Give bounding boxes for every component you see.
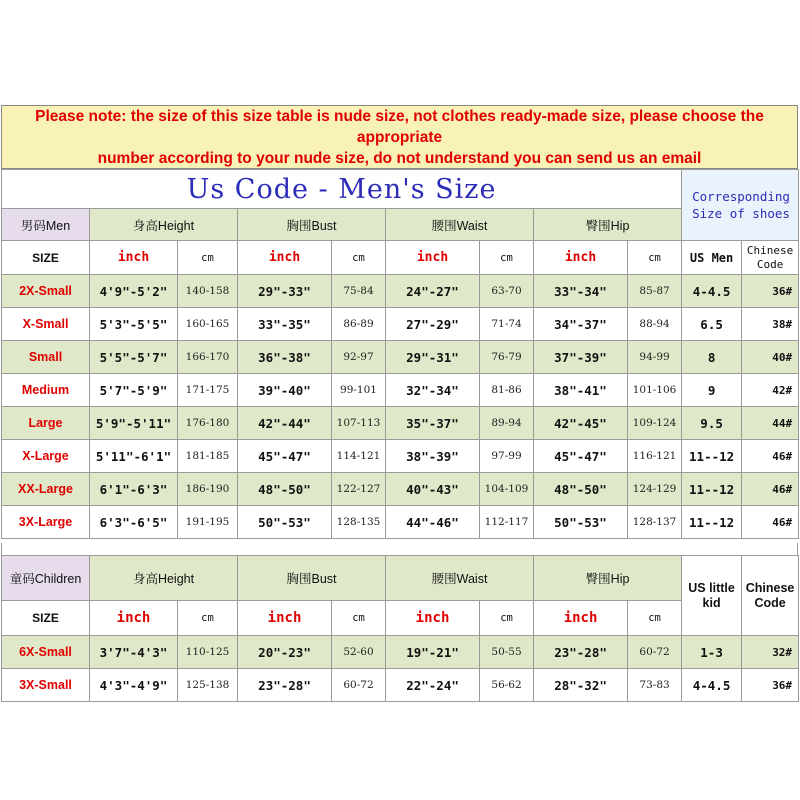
us-size-cell: 1-3 xyxy=(682,636,742,669)
chinese-code-cell: 42# xyxy=(742,374,799,407)
table-row xyxy=(2,308,799,341)
size-cell: Large xyxy=(2,407,90,440)
bust-cm-cell: 128-135 xyxy=(332,506,386,539)
height-header: 身高Height xyxy=(90,209,238,241)
kids-hip-cm-header: cm xyxy=(628,601,682,636)
height-cm-cell: 191-195 xyxy=(178,506,238,539)
bust-cm-header: cm xyxy=(332,241,386,275)
kids-waist-header: 腰围Waist xyxy=(386,556,534,601)
bust-inch-cell: 29"-33" xyxy=(238,275,332,308)
shoe-size-header xyxy=(682,170,799,241)
kids-chinese-code-label-1: Chinese xyxy=(745,580,795,595)
table-row xyxy=(2,636,799,669)
bust-inch-cell: 50"-53" xyxy=(238,506,332,539)
hip-inch-cell: 28"-32" xyxy=(534,669,628,702)
waist-cm-cell: 104-109 xyxy=(480,473,534,506)
hip-cm-cell: 85-87 xyxy=(628,275,682,308)
kids-bust-header: 胸围Bust xyxy=(238,556,386,601)
size-cell: Medium xyxy=(2,374,90,407)
hip-inch-cell: 48"-50" xyxy=(534,473,628,506)
waist-inch-cell: 32"-34" xyxy=(386,374,480,407)
chinese-code-label-1: Chinese xyxy=(746,243,794,257)
waist-cm-cell: 81-86 xyxy=(480,374,534,407)
notice-line-1: Please note: the size of this size table is nude size, not clothes ready-made size, please choose the appropriate xyxy=(35,107,764,146)
waist-header: 腰围Waist xyxy=(386,209,534,241)
hip-cm-cell: 94-99 xyxy=(628,341,682,374)
kids-chinese-code-label-2: Code xyxy=(754,595,786,610)
waist-cm-header: cm xyxy=(480,241,534,275)
bust-cm-cell: 114-121 xyxy=(332,440,386,473)
bust-inch-header: inch xyxy=(238,241,332,275)
kids-waist-cm-header: cm xyxy=(480,601,534,636)
waist-inch-cell: 35"-37" xyxy=(386,407,480,440)
size-cell: 3X-Small xyxy=(2,669,90,702)
bust-cm-cell: 86-89 xyxy=(332,308,386,341)
section-divider xyxy=(1,543,798,555)
chinese-code-cell: 36# xyxy=(742,275,799,308)
height-cm-cell: 166-170 xyxy=(178,341,238,374)
bust-cm-cell: 107-113 xyxy=(332,407,386,440)
waist-inch-cell: 22"-24" xyxy=(386,669,480,702)
us-size-cell: 8 xyxy=(682,341,742,374)
table-row xyxy=(2,440,799,473)
us-size-cell: 9.5 xyxy=(682,407,742,440)
hip-header: 臀围Hip xyxy=(534,209,682,241)
chinese-code-cell: 46# xyxy=(742,506,799,539)
waist-inch-cell: 19"-21" xyxy=(386,636,480,669)
us-men-header: US Men xyxy=(682,241,742,275)
height-inch-cell: 5'11"-6'1" xyxy=(90,440,178,473)
chinese-code-cell: 32# xyxy=(742,636,799,669)
kids-height-cm-header: cm xyxy=(178,601,238,636)
bust-inch-cell: 45"-47" xyxy=(238,440,332,473)
height-inch-cell: 4'9"-5'2" xyxy=(90,275,178,308)
hip-cm-cell: 60-72 xyxy=(628,636,682,669)
height-inch-cell: 5'7"-5'9" xyxy=(90,374,178,407)
height-cm-cell: 160-165 xyxy=(178,308,238,341)
us-little-kid-label-2: kid xyxy=(702,595,721,610)
hip-inch-cell: 50"-53" xyxy=(534,506,628,539)
waist-cm-cell: 76-79 xyxy=(480,341,534,374)
bust-inch-cell: 20"-23" xyxy=(238,636,332,669)
size-cell: XX-Large xyxy=(2,473,90,506)
shoe-size-label-1: Corresponding xyxy=(692,189,790,204)
chinese-code-cell: 36# xyxy=(742,669,799,702)
kids-bust-cm-header: cm xyxy=(332,601,386,636)
kids-waist-inch-header: inch xyxy=(386,601,480,636)
hip-inch-cell: 34"-37" xyxy=(534,308,628,341)
waist-inch-cell: 27"-29" xyxy=(386,308,480,341)
bust-inch-cell: 39"-40" xyxy=(238,374,332,407)
bust-header: 胸围Bust xyxy=(238,209,386,241)
height-cm-cell: 181-185 xyxy=(178,440,238,473)
bust-inch-cell: 36"-38" xyxy=(238,341,332,374)
us-size-cell: 9 xyxy=(682,374,742,407)
hip-cm-cell: 88-94 xyxy=(628,308,682,341)
height-cm-cell: 110-125 xyxy=(178,636,238,669)
size-cell: X-Large xyxy=(2,440,90,473)
kids-height-inch-header: inch xyxy=(90,601,178,636)
height-cm-cell: 171-175 xyxy=(178,374,238,407)
us-size-cell: 4-4.5 xyxy=(682,275,742,308)
bust-cm-cell: 122-127 xyxy=(332,473,386,506)
hip-cm-cell: 109-124 xyxy=(628,407,682,440)
waist-inch-header: inch xyxy=(386,241,480,275)
height-cm-cell: 186-190 xyxy=(178,473,238,506)
chinese-code-cell: 46# xyxy=(742,473,799,506)
us-size-cell: 11--12 xyxy=(682,506,742,539)
kids-height-header: 身高Height xyxy=(90,556,238,601)
children-group-header: 童码Children xyxy=(2,556,90,601)
bust-cm-cell: 60-72 xyxy=(332,669,386,702)
waist-inch-cell: 29"-31" xyxy=(386,341,480,374)
men-group-header: 男码Men xyxy=(2,209,90,241)
hip-inch-header: inch xyxy=(534,241,628,275)
waist-cm-cell: 50-55 xyxy=(480,636,534,669)
hip-cm-cell: 116-121 xyxy=(628,440,682,473)
height-cm-header: cm xyxy=(178,241,238,275)
notice-banner xyxy=(1,105,798,169)
waist-inch-cell: 44"-46" xyxy=(386,506,480,539)
height-inch-cell: 5'9"-5'11" xyxy=(90,407,178,440)
height-inch-cell: 5'5"-5'7" xyxy=(90,341,178,374)
size-cell: 2X-Small xyxy=(2,275,90,308)
hip-inch-cell: 45"-47" xyxy=(534,440,628,473)
waist-inch-cell: 40"-43" xyxy=(386,473,480,506)
us-size-cell: 4-4.5 xyxy=(682,669,742,702)
hip-inch-cell: 38"-41" xyxy=(534,374,628,407)
size-cell: X-Small xyxy=(2,308,90,341)
bust-inch-cell: 42"-44" xyxy=(238,407,332,440)
hip-cm-cell: 73-83 xyxy=(628,669,682,702)
height-cm-cell: 140-158 xyxy=(178,275,238,308)
height-cm-cell: 125-138 xyxy=(178,669,238,702)
waist-cm-cell: 97-99 xyxy=(480,440,534,473)
size-cell: 3X-Large xyxy=(2,506,90,539)
waist-inch-cell: 38"-39" xyxy=(386,440,480,473)
height-inch-cell: 3'7"-4'3" xyxy=(90,636,178,669)
waist-cm-cell: 56-62 xyxy=(480,669,534,702)
height-cm-cell: 176-180 xyxy=(178,407,238,440)
waist-inch-cell: 24"-27" xyxy=(386,275,480,308)
kids-hip-inch-header: inch xyxy=(534,601,628,636)
height-inch-cell: 6'3"-6'5" xyxy=(90,506,178,539)
kids-hip-header: 臀围Hip xyxy=(534,556,682,601)
table-row xyxy=(2,374,799,407)
height-inch-cell: 4'3"-4'9" xyxy=(90,669,178,702)
bust-cm-cell: 92-97 xyxy=(332,341,386,374)
kids-chinese-code-header xyxy=(742,556,799,636)
shoe-size-label-2: Size of shoes xyxy=(692,206,790,221)
chinese-code-label-2: Code xyxy=(756,257,784,271)
height-inch-cell: 6'1"-6'3" xyxy=(90,473,178,506)
hip-inch-cell: 42"-45" xyxy=(534,407,628,440)
size-col-header: SIZE xyxy=(2,241,90,275)
height-inch-header: inch xyxy=(90,241,178,275)
kids-bust-inch-header: inch xyxy=(238,601,332,636)
hip-cm-header: cm xyxy=(628,241,682,275)
hip-inch-cell: 33"-34" xyxy=(534,275,628,308)
us-little-kid-header xyxy=(682,556,742,636)
table-row xyxy=(2,275,799,308)
height-inch-cell: 5'3"-5'5" xyxy=(90,308,178,341)
us-little-kid-label-1: US little xyxy=(688,580,735,595)
men-size-table xyxy=(1,169,799,539)
hip-inch-cell: 37"-39" xyxy=(534,341,628,374)
bust-cm-cell: 75-84 xyxy=(332,275,386,308)
bust-inch-cell: 33"-35" xyxy=(238,308,332,341)
us-size-cell: 6.5 xyxy=(682,308,742,341)
size-cell: Small xyxy=(2,341,90,374)
table-row xyxy=(2,506,799,539)
hip-cm-cell: 128-137 xyxy=(628,506,682,539)
us-size-cell: 11--12 xyxy=(682,473,742,506)
bust-cm-cell: 99-101 xyxy=(332,374,386,407)
bust-inch-cell: 48"-50" xyxy=(238,473,332,506)
waist-cm-cell: 112-117 xyxy=(480,506,534,539)
table-row xyxy=(2,341,799,374)
chinese-code-cell: 44# xyxy=(742,407,799,440)
children-size-table xyxy=(1,555,799,702)
men-rows xyxy=(2,275,799,539)
hip-cm-cell: 101-106 xyxy=(628,374,682,407)
us-size-cell: 11--12 xyxy=(682,440,742,473)
chinese-code-cell: 38# xyxy=(742,308,799,341)
kids-size-col-header: SIZE xyxy=(2,601,90,636)
size-cell: 6X-Small xyxy=(2,636,90,669)
bust-cm-cell: 52-60 xyxy=(332,636,386,669)
hip-cm-cell: 124-129 xyxy=(628,473,682,506)
table-row xyxy=(2,669,799,702)
waist-cm-cell: 63-70 xyxy=(480,275,534,308)
table-row xyxy=(2,407,799,440)
children-rows xyxy=(2,636,799,702)
notice-line-2: number according to your nude size, do not understand you can send us an email xyxy=(97,149,702,167)
chinese-code-cell: 46# xyxy=(742,440,799,473)
men-table-title: Us Code - Men's Size xyxy=(2,170,682,209)
bust-inch-cell: 23"-28" xyxy=(238,669,332,702)
waist-cm-cell: 89-94 xyxy=(480,407,534,440)
table-row xyxy=(2,473,799,506)
chinese-code-cell: 40# xyxy=(742,341,799,374)
hip-inch-cell: 23"-28" xyxy=(534,636,628,669)
waist-cm-cell: 71-74 xyxy=(480,308,534,341)
chinese-code-header xyxy=(742,241,799,275)
